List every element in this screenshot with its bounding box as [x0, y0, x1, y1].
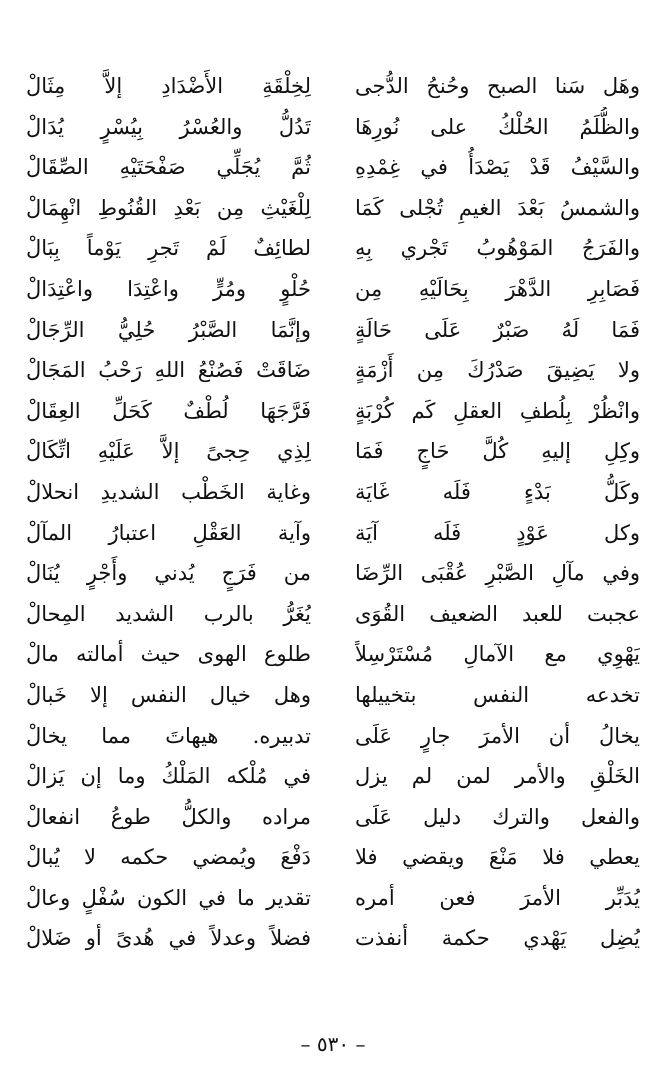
- verse-hemistich-left: مراده والكلُّ طوعُ انفعالْ: [26, 804, 311, 829]
- verse-hemistich-right: وكَلُّ بَدْءٍ فَلَه غَايَة: [355, 479, 640, 504]
- verse-hemistich-right: يعطي فلا مَنْعَ ويقضي فلا: [355, 845, 640, 870]
- page-number: – ٥٣٠ –: [300, 1032, 366, 1056]
- verse-hemistich-left: طلوع الهوى حيث أمالته مالْ: [26, 642, 311, 667]
- verse-hemistich-left: دَفْعَ ويُمضي حكمه لا يُبالْ: [26, 845, 311, 870]
- verse-hemistich-right: يخالُ أن الأمرَ جارٍ عَلَى: [355, 723, 640, 748]
- verse-hemistich-right: تخدعه النفس بتخييلها: [355, 682, 640, 707]
- verse-hemistich-right: وفي مآلِ الصَّبْرِ عُقْبَى الرِّضَا: [355, 561, 640, 586]
- verse-hemistich-left: من فَرَجٍ يُدني وأَجْرٍ يُنَالْ: [26, 561, 311, 586]
- verse-hemistich-left: ضَاقَتْ فَصُنْعُ اللهِ رَحْبُ المَجَالْ: [26, 358, 311, 383]
- verse-hemistich-right: يُضِل يَهْدي حكمة أنفذت: [355, 926, 640, 951]
- verse-hemistich-right: والشمسُ بَعْدَ الغيمِ تُجْلى كَمَا: [355, 195, 640, 220]
- verse-hemistich-left: حُلْوٍ ومُرٍّ واعْتِدَا واعْتِدَالْ: [26, 276, 311, 301]
- poem-column-right: [355, 66, 640, 959]
- verse-hemistich-left: يُغَرُّ بالرب الشديد المِحالْ: [26, 601, 311, 626]
- verse-hemistich-right: عجبت للعبد الضعيف القُوَى: [355, 601, 640, 626]
- verse-hemistich-left: فَرَّجَهَا لُطْفٌ كَحَلِّ العِقَالْ: [26, 398, 311, 423]
- verse-hemistich-left: لطائِفٌ لَمْ تَجرِ يَوْماً بِبَالْ: [26, 236, 311, 261]
- verse-hemistich-right: يَهْوِي مع الآمالِ مُسْتَرْسِلاً: [355, 642, 640, 667]
- poem-column-left: [26, 66, 311, 959]
- verse-hemistich-right: فَمَا لَهُ صَبْرٌ عَلَى حَالَةٍ: [355, 317, 640, 342]
- verse-hemistich-right: وكل عَوْدٍ فَلَه آيَة: [355, 520, 640, 545]
- verse-hemistich-left: في مُلْكه المَلْكُ وما إن يَزالْ: [26, 764, 311, 789]
- verse-hemistich-left: ثُمَّ يُجَلِّي صَفْحَتَيْهِ الصِّقَالْ: [26, 155, 311, 180]
- verse-hemistich-left: فضلاً وعدلاً في هُدىً أو ضَلالْ: [26, 926, 311, 951]
- verse-hemistich-left: وغاية الخَطْب الشديدِ انحلالْ: [26, 479, 311, 504]
- verse-hemistich-left: تقدير ما في الكون سُفْلٍ وعالْ: [26, 885, 311, 910]
- verse-hemistich-left: لِذِي حِجىً إلاَّ عَلَيْهِ اتِّكَالْ: [26, 439, 311, 464]
- verse-hemistich-right: والفَرَجُ المَوْهُوبُ تَجْري بِهِ: [355, 236, 640, 261]
- verse-hemistich-right: الخَلْقِ والأمر لمن لم يزل: [355, 764, 640, 789]
- verse-hemistich-left: تَدُلُّ والعُسْرُ بِيُسْرٍ يُدَالْ: [26, 114, 311, 139]
- verse-hemistich-left: لِخِلْقَةِ الأَضْدَادِ إلاَّ مِثَالْ: [26, 74, 311, 98]
- verse-hemistich-left: تدبيره. هيهاتَ مما يخالْ: [26, 723, 311, 748]
- verse-hemistich-right: والظُّلَمُ الحُلْكُ على نُورِهَا: [355, 114, 640, 139]
- verse-hemistich-right: فَصَابِرِ الدَّهْرَ بِحَالَيْهِ مِن: [355, 276, 640, 301]
- verse-hemistich-right: والسَّيْفُ قَدْ يَصْدَأُ في غِمْدِهِ: [355, 155, 640, 180]
- verse-hemistich-right: ولا يَضِيقَ صَدْرُكَ مِن أَزْمَةٍ: [355, 358, 640, 383]
- verse-hemistich-right: وكِلِ إليهِ كُلَّ حَاجٍ فَمَا: [355, 439, 640, 464]
- verse-hemistich-left: لِلْغَيْثِ مِن بَعْدِ القُنُوطِ انْهِمَالْ: [26, 195, 311, 220]
- verse-hemistich-left: وهل خيال النفس إلا خَبالْ: [26, 682, 311, 707]
- verse-hemistich-right: وهَل سَنا الصبح وحُنحُ الدُّجى: [355, 74, 640, 98]
- verse-hemistich-right: والفعل والترك دليل عَلَى: [355, 804, 640, 829]
- verse-hemistich-left: وإنَّمَا الصَّبْرُ حُلِيُّ الرِّجَالْ: [26, 317, 311, 342]
- verse-hemistich-right: يُدَبِّر الأمرَ فعن أمره: [355, 885, 640, 910]
- verse-hemistich-right: وانْظُرْ بِلُطفِ العقلِ كَم كُرْبَةٍ: [355, 398, 640, 423]
- verse-hemistich-left: وآية العَقْلِ اعتبارُ المآلْ: [26, 520, 311, 545]
